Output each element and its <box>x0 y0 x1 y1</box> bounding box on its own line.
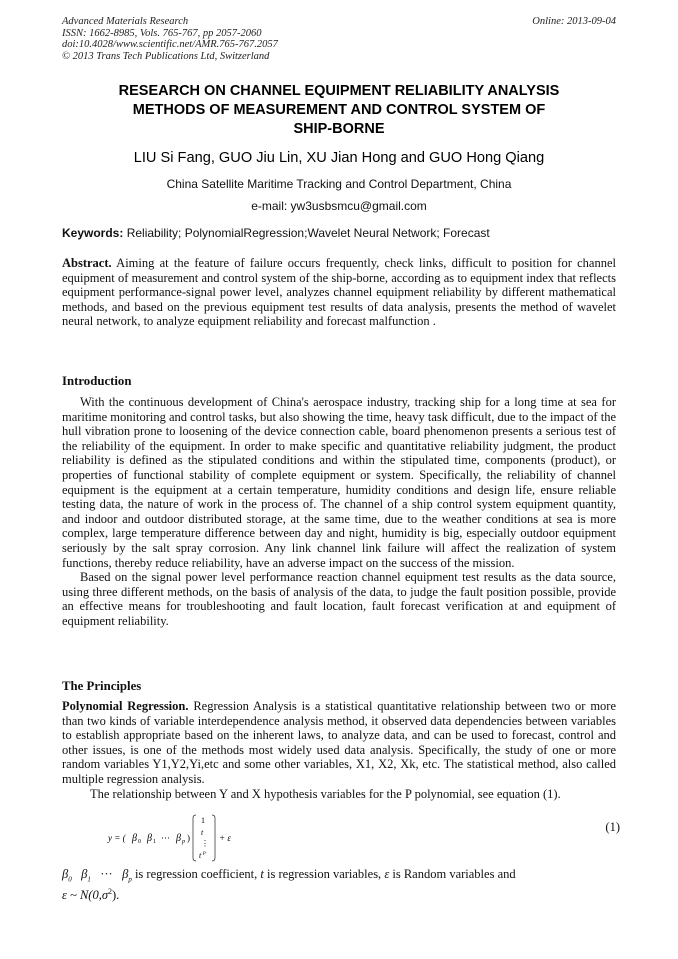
eq-dots: ··· <box>161 833 170 843</box>
authors: LIU Si Fang, GUO Jiu Lin, XU Jian Hong and GUO Hong Qiang <box>133 150 545 166</box>
distribution-line <box>62 884 616 903</box>
dist-end: . <box>116 888 120 903</box>
keywords-label: Keywords: <box>62 226 124 240</box>
abstract <box>62 256 616 329</box>
title-line-1: RESEARCH ON CHANNEL EQUIPMENT RELIABILITY ANALYSIS <box>118 83 560 99</box>
coef-betap: β <box>122 867 129 881</box>
coef-dots: ··· <box>100 867 113 881</box>
principles-heading: The Principles <box>62 679 142 693</box>
issn-line: ISSN: 1662-8985, Vols. 765-767, pp 2057-2060 <box>62 27 262 39</box>
online-date: Online: 2013-09-04 <box>532 16 616 27</box>
dist-close: ) <box>111 888 117 903</box>
equation-1 <box>100 812 620 864</box>
email: e-mail: yw3usbsmcu@gmail.com <box>251 199 427 213</box>
paper-title <box>70 82 608 139</box>
eq-sub1: 1 <box>153 839 156 845</box>
eq-plus-eps: + ε <box>219 833 231 843</box>
vec-entry-3: ⋮ <box>201 839 209 848</box>
t-symbol: t <box>260 867 264 881</box>
introduction-paragraph-2: Based on the signal power level performance reaction channel equipment test results as the data source, using three different methods, on the basis of analysis of the data, to judge the fault position possible, provide an effective means for troubleshooting and fault location, fault forecast verification at and equipment of equipment reliability. <box>62 570 616 628</box>
dist-text: ε ~ N(0,σ <box>62 888 108 903</box>
coef-beta1: β <box>81 867 88 881</box>
eq-subp: p <box>182 839 185 845</box>
eq-beta1: β <box>147 833 152 844</box>
eq-sub0: 0 <box>138 839 141 845</box>
coef-subp: p <box>128 875 132 884</box>
vec-entry-1: 1 <box>201 816 205 825</box>
journal-name: Advanced Materials Research <box>62 16 189 27</box>
coefficient-description <box>62 866 616 903</box>
coef-text: is regression coefficient, <box>131 867 261 881</box>
polynomial-regression-label: Polynomial Regression. <box>62 699 189 713</box>
polynomial-regression-paragraph <box>62 699 616 786</box>
title-line-3: SHIP-BORNE <box>293 121 385 137</box>
dist-sup: 2 <box>107 887 112 896</box>
keywords-text: Reliability; PolynomialRegression;Wavelet Neural Network; Forecast <box>123 226 490 240</box>
relationship-paragraph: The relationship between Y and X hypothesis variables for the P polynomial, see equation (1). <box>90 786 561 801</box>
affiliation: China Satellite Maritime Tracking and Control Department, China <box>166 177 512 191</box>
var-text: is regression variables, <box>263 867 385 881</box>
coef-sub1: 1 <box>87 875 91 884</box>
introduction-body <box>62 395 616 629</box>
eq-close: ) <box>187 833 190 843</box>
eq-beta0: β <box>132 833 137 844</box>
abstract-text: Aiming at the feature of failure occurs frequently, check links, difficult to position for channel equipment of measurement and control system of the ship-borne, according as to equipment index that reflects equipment performance-signal power level, analyzes channel equipment reliability by different mathematical methods, and based on the previous equipment test results of data analysis, presents the method of wavelet neural network, to analyze equipment reliability and forecast malfunction . <box>62 256 616 329</box>
equation-number: (1) <box>605 820 620 834</box>
eq-lhs: y = ( <box>108 833 126 843</box>
title-line-2: METHODS OF MEASUREMENT AND CONTROL SYSTEM OF <box>132 102 546 118</box>
eps-symbol: ε <box>384 867 390 881</box>
journal-header <box>62 16 616 62</box>
vector-right-bracket <box>212 815 215 861</box>
equation-svg <box>100 812 280 864</box>
doi-line: doi:10.4028/www.scientific.net/AMR.765-767.2057 <box>62 39 278 50</box>
vec-entry-2: t <box>201 828 204 837</box>
coef-sub0: 0 <box>68 875 72 884</box>
introduction-heading: Introduction <box>62 374 132 388</box>
vec-entry-4-sup: p <box>203 850 206 856</box>
eq-betap: β <box>176 833 181 844</box>
keywords <box>62 226 618 240</box>
rand-text: is Random variables and <box>389 867 516 881</box>
copyright-line: © 2013 Trans Tech Publications Ltd, Switzerland <box>62 50 270 62</box>
coef-line-1 <box>62 866 616 884</box>
vec-entry-4: t <box>199 851 202 860</box>
principles-body <box>62 699 616 801</box>
polynomial-regression-text: Regression Analysis is a statistical quantitative relationship between two or more than two kinds of variable interdependence analysis method, it observed data dependencies between variables to establish appropriate based on the inherent laws, to analyze data, and can be used to forecast, control and other issues, is one of the methods most widely used data analysis. Specifically, the study of one or more random variables Y1,Y2,Yi,etc and some other variables, X1, X2, Xk, etc. The statistical method, also called multiple regression analysis. <box>62 699 616 786</box>
coef-beta0: β <box>62 867 69 881</box>
introduction-paragraph-1: With the continuous development of China's aerospace industry, tracking ship for a long time at sea for maritime monitoring and control tasks, but also showing the time, heavy task difficult, due to the impact of the hull vibration prone to loosening of the device connection cable, board phenomenon presents a serious test of the reliability of the equipment. In order to make specific and quantitative reliability judgment, the product reliability is defined as the stipulated conditions and within the stipulated time, components (product), or properties of functional stability of complete equipment or system. Specifically, the reliability of channel equipment is the equipment at a certain temperature, humidity conditions and design life, ensure reliable testing data, the nature of work in the process of. The channel of a ship control system equipment quantity, and indoor and outdoor distributed storage, at the same time, due to the weather conditions at sea is more complex, large temperature difference between day and night, humidity is big, especially outdoor equipment seriously by the salt spray corrosion. Any link channel link failure will affect the realization of system functions, thereby reduce reliability, have an adverse impact on the success of the mission. <box>62 395 616 570</box>
coef-symbols <box>62 867 132 884</box>
vector-left-bracket <box>193 815 196 861</box>
abstract-label: Abstract. <box>62 256 112 270</box>
